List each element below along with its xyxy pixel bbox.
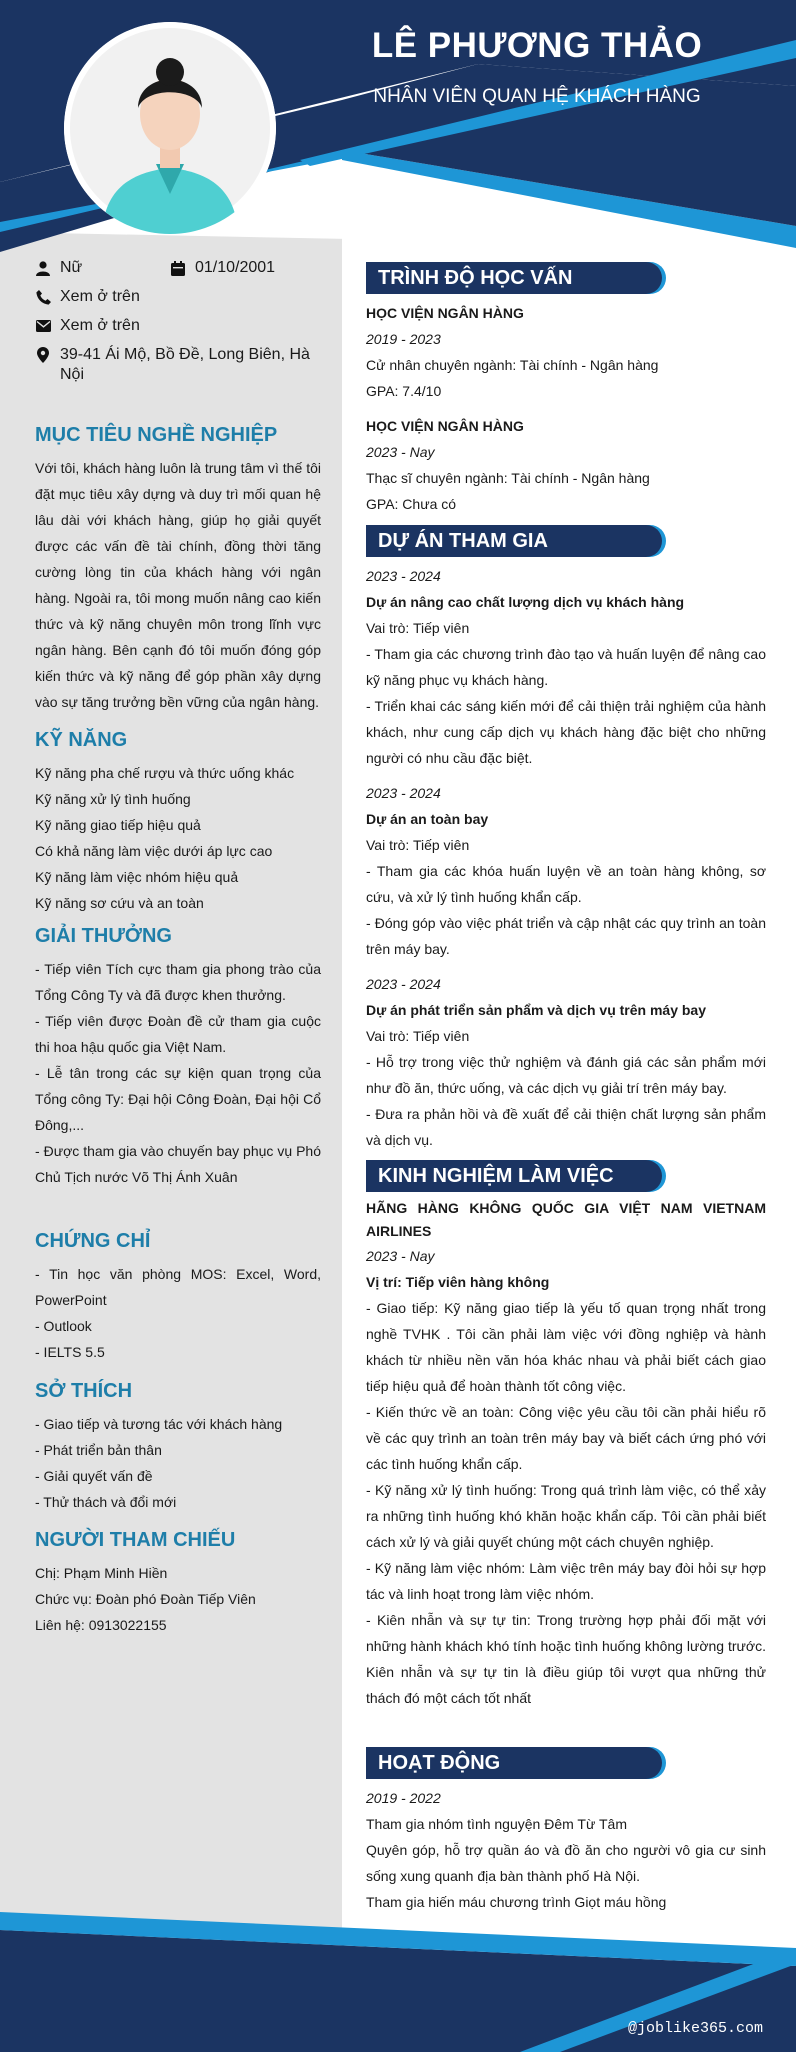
hobbies-heading: SỞ THÍCH [35, 1380, 133, 1402]
education-gpa: GPA: 7.4/10 [366, 383, 442, 399]
project-name: Dự án an toàn bay [366, 811, 489, 827]
location-icon [35, 345, 51, 365]
reference-name: Chị: Phạm Minh Hiền [35, 1565, 168, 1581]
projects-heading: DỰ ÁN THAM GIA [366, 525, 662, 557]
experience-item: - Kỹ năng xử lý tình huống: Trong quá trình làm việc, có thể xảy ra những tình huống khó khăn hoặc khẩn cấp. Tôi cần phải biết cách xử lý và giải quyết chúng một cách chuyên nghiệp. [366, 1482, 766, 1550]
gender-value: Nữ [60, 259, 83, 276]
skill-item: Kỹ năng giao tiếp hiệu quả [35, 817, 201, 833]
education-period: 2023 - Nay [366, 444, 435, 460]
phone-row [35, 287, 335, 307]
project-role: Vai trò: Tiếp viên [366, 837, 470, 853]
skill-item: Kỹ năng pha chế rượu và thức uống khác [35, 765, 295, 781]
certificate-item: - Outlook [35, 1318, 92, 1334]
objective-heading: MỤC TIÊU NGHỀ NGHIỆP [35, 424, 278, 446]
company-name: HÃNG HÀNG KHÔNG QUỐC GIA VIỆT NAM VIETNAM AIRLINES [366, 1200, 766, 1239]
email-row [35, 316, 335, 336]
activity-item: Quyên góp, hỗ trợ quần áo và đồ ăn cho người vô gia cư sinh sống xung quanh địa bàn thành phố Hà Nội. [366, 1842, 766, 1884]
address-row [35, 345, 335, 385]
activity-item: Tham gia hiến máu chương trình Giọt máu hồng [366, 1894, 667, 1910]
certificate-item: - Tin học văn phòng MOS: Excel, Word, PowerPoint [35, 1266, 321, 1308]
certificate-item: - IELTS 5.5 [35, 1344, 105, 1360]
birthday-value: 01/10/2001 [195, 259, 276, 276]
hobby-item: - Phát triển bản thân [35, 1442, 162, 1458]
education-entry [366, 300, 766, 404]
award-item: - Tiếp viên Tích cực tham gia phong trào của Tổng Công Ty và đã được khen thưởng. [35, 961, 321, 1003]
contact-info [35, 258, 335, 394]
project-entry [366, 780, 766, 962]
hobbies-section [35, 1378, 321, 1515]
project-description: - Tham gia các khóa huấn luyện về an toàn hàng không, sơ cứu, và xử lý tình huống khẩn cấp. [366, 863, 766, 905]
candidate-name: LÊ PHƯƠNG THẢO [371, 26, 703, 65]
education-degree: Cử nhân chuyên ngành: Tài chính - Ngân hàng [366, 357, 659, 373]
activities-entry [366, 1785, 766, 1915]
education-entry [366, 413, 766, 517]
reference-position: Chức vụ: Đoàn phó Đoàn Tiếp Viên [35, 1591, 256, 1607]
user-icon [35, 258, 51, 278]
education-gpa: GPA: Chưa có [366, 496, 457, 512]
skills-section [35, 727, 321, 916]
email-value: Xem ở trên [60, 317, 140, 334]
hobby-item: - Giải quyết vấn đề [35, 1468, 153, 1484]
award-item: - Lễ tân trong các sự kiện quan trọng của Tổng công Ty: Đại hội Công Đoàn, Đại hội Cổ Đông,... [35, 1065, 321, 1133]
project-description: - Đưa ra phản hồi và đề xuất để cải thiện chất lượng sản phẩm và dịch vụ. [366, 1106, 766, 1148]
phone-value: Xem ở trên [60, 288, 140, 305]
job-title: NHÂN VIÊN QUAN HỆ KHÁCH HÀNG [373, 86, 701, 107]
reference-heading: NGƯỜI THAM CHIẾU [35, 1529, 236, 1551]
watermark-text: @joblike365.com [628, 2020, 764, 2037]
skill-item: Kỹ năng xử lý tình huống [35, 791, 191, 807]
project-role: Vai trò: Tiếp viên [366, 1028, 470, 1044]
education-degree: Thạc sĩ chuyên ngành: Tài chính - Ngân hàng [366, 470, 650, 486]
project-description: - Hỗ trợ trong việc thử nghiệm và đánh giá các sản phẩm mới như đồ ăn, thức uống, và các dịch vụ giải trí trên máy bay. [366, 1054, 766, 1096]
email-icon [35, 316, 51, 336]
project-description: - Triển khai các sáng kiến mới để cải thiện trải nghiệm của hành khách, như cung cấp dịch vụ khách hàng đặc biệt cho những người có nhu cầu đặc biệt. [366, 698, 766, 766]
project-name: Dự án nâng cao chất lượng dịch vụ khách hàng [366, 594, 685, 610]
education-period: 2019 - 2023 [366, 331, 441, 347]
experience-item: - Kiên nhẫn và sự tự tin: Trong trường hợp phải đối mặt với những hành khách khó tính hoặc tình huống không lường trước. Kiên nhẫn và sự tự tin là điều giúp tôi vượt qua những thử thách đó một cách tốt nhất [366, 1612, 766, 1706]
skill-item: Có khả năng làm việc dưới áp lực cao [35, 843, 273, 859]
hobby-item: - Giao tiếp và tương tác với khách hàng [35, 1416, 283, 1432]
project-period: 2023 - 2024 [366, 785, 441, 801]
project-role: Vai trò: Tiếp viên [366, 620, 470, 636]
project-period: 2023 - 2024 [366, 568, 441, 584]
reference-section [35, 1527, 321, 1638]
school-name: HỌC VIỆN NGÂN HÀNG [366, 418, 524, 434]
reference-contact: Liên hệ: 0913022155 [35, 1617, 167, 1633]
project-entry [366, 563, 766, 771]
gender-birthday-row [35, 258, 335, 278]
certificates-heading: CHỨNG CHỈ [35, 1230, 151, 1252]
objective-text: Với tôi, khách hàng luôn là trung tâm vì thế tôi đặt mục tiêu xây dựng và duy trì mối quan hệ lâu dài với khách hàng, giúp họ giải quyết được các vấn đề tài chính, đồng thời tăng cường lòng tin của khách hàng với ngân hàng. Ngoài ra, tôi mong muốn nâng cao kiến thức và kỹ năng chuyên môn trong lĩnh vực ngân hàng. Bên cạnh đó tôi muốn đóng góp kiến thức và kỹ năng để góp phần xây dựng vào sự tăng trưởng bền vững của ngân hàng. [35, 460, 321, 710]
experience-item: - Giao tiếp: Kỹ năng giao tiếp là yếu tố quan trọng nhất trong nghề TVHK . Tôi cần phải làm việc với đồng nghiệp và hành khách từ nhiều nền văn hóa khác nhau và phải biết cách giao tiếp hiệu quả để hoàn thành tốt công việc. [366, 1300, 766, 1394]
calendar-icon [170, 258, 186, 278]
experience-period: 2023 - Nay [366, 1248, 435, 1264]
experience-entry [366, 1197, 766, 1711]
hobby-item: - Thử thách và đổi mới [35, 1494, 177, 1510]
project-description: - Đóng góp vào việc phát triển và cập nhật các quy trình an toàn trên máy bay. [366, 915, 766, 957]
profile-photo [64, 22, 276, 234]
experience-position: Vị trí: Tiếp viên hàng không [366, 1274, 550, 1290]
skill-item: Kỹ năng sơ cứu và an toàn [35, 895, 204, 911]
awards-heading: GIẢI THƯỞNG [35, 925, 172, 947]
education-heading: TRÌNH ĐỘ HỌC VẤN [366, 262, 662, 294]
objective-section [35, 422, 321, 715]
awards-section [35, 923, 321, 1190]
skills-heading: KỸ NĂNG [35, 729, 128, 751]
activities-heading: HOẠT ĐỘNG [366, 1747, 662, 1779]
project-description: - Tham gia các chương trình đào tạo và huấn luyện để nâng cao kỹ năng phục vụ khách hàng. [366, 646, 766, 688]
activity-item: Tham gia nhóm tình nguyện Đêm Từ Tâm [366, 1816, 627, 1832]
skill-item: Kỹ năng làm việc nhóm hiệu quả [35, 869, 239, 885]
address-value: 39-41 Ái Mộ, Bồ Đề, Long Biên, Hà Nội [60, 346, 310, 383]
certificates-section [35, 1228, 321, 1365]
project-entry [366, 971, 766, 1153]
project-name: Dự án phát triển sản phẩm và dịch vụ trên máy bay [366, 1002, 707, 1018]
activities-period: 2019 - 2022 [366, 1790, 441, 1806]
phone-icon [35, 287, 51, 307]
award-item: - Tiếp viên được Đoàn đề cử tham gia cuộc thi hoa hậu quốc gia Việt Nam. [35, 1013, 321, 1055]
project-period: 2023 - 2024 [366, 976, 441, 992]
award-item: - Được tham gia vào chuyến bay phục vụ Phó Chủ Tịch nước Võ Thị Ánh Xuân [35, 1143, 321, 1185]
experience-item: - Kỹ năng làm việc nhóm: Làm việc trên máy bay đòi hỏi sự hợp tác và linh hoạt trong làm việc nhóm. [366, 1560, 766, 1602]
experience-heading: KINH NGHIỆM LÀM VIỆC [366, 1160, 662, 1192]
school-name: HỌC VIỆN NGÂN HÀNG [366, 305, 524, 321]
experience-item: - Kiến thức về an toàn: Công việc yêu cầu tôi cần phải hiểu rõ về các quy trình an toàn trên máy bay và biết cách ứng phó với các tình huống khẩn cấp. [366, 1404, 766, 1472]
